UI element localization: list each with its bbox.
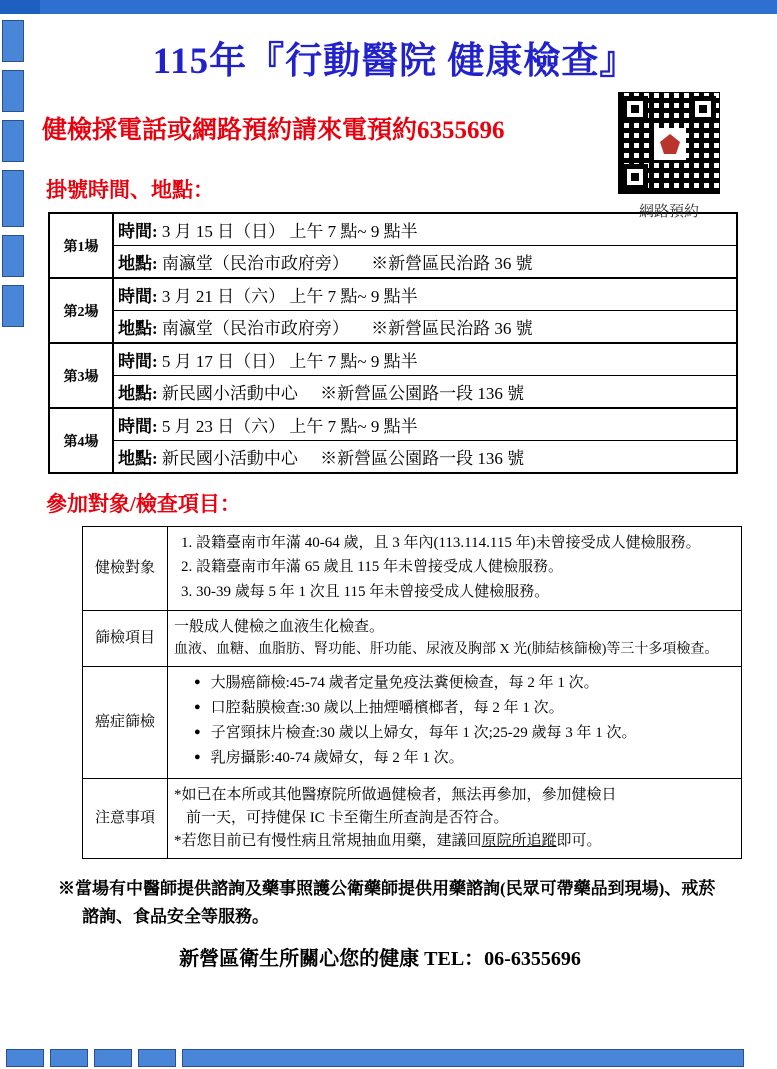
left-border-decoration — [0, 14, 26, 1045]
qr-finder-top-left — [622, 96, 648, 122]
notice-underlined-text: 原院所追蹤 — [481, 833, 557, 850]
left-block-2 — [2, 70, 24, 112]
address-value: ※新營區公園路一段 136 號 — [320, 449, 525, 468]
bottom-block-5 — [182, 1049, 744, 1067]
left-block-4 — [2, 170, 24, 227]
left-block-5 — [2, 235, 24, 277]
place-value: 南瀛堂（民治市政府旁） — [161, 254, 349, 273]
table-row — [49, 343, 737, 376]
table-row — [49, 311, 737, 344]
notice-line-2 — [174, 830, 735, 853]
notice-line-2-tail: 即可。 — [556, 833, 602, 850]
place-label: 地點: — [118, 384, 158, 403]
footer-note-line-1: ※當場有中醫師提供諮詢及藥事照護公衛藥師提供用藥諮詢(民眾可帶藥品到現場)、戒菸 — [58, 879, 716, 899]
table-row — [49, 376, 737, 409]
table-row — [83, 666, 742, 778]
time-value: 5 月 23 日（六） 上午 7 點~ 9 點半 — [161, 417, 418, 436]
address-value: ※新營區民治路 36 號 — [371, 254, 533, 273]
cancer-row-content — [168, 666, 742, 778]
place-label: 地點: — [118, 319, 158, 338]
qr-center-logo-icon — [654, 128, 686, 160]
session-place — [113, 441, 737, 474]
list-item: ● 子宮頸抹片檢查:30 歲以上婦女，每年 1 次;25-29 歲每 3 年 1 次。 — [194, 722, 735, 745]
list-item: ● 大腸癌篩檢:45-74 歲者定量免疫法糞便檢查，每 2 年 1 次。 — [194, 672, 735, 695]
table-row — [83, 610, 742, 666]
qr-finder-bottom-left — [622, 164, 648, 190]
list-item: ● 口腔黏膜檢查:30 歲以上抽煙嚼檳榔者，每 2 年 1 次。 — [194, 697, 735, 720]
time-label: 時間: — [118, 352, 158, 371]
target-row-label: 健檢對象 — [83, 527, 168, 611]
left-block-1 — [2, 20, 24, 62]
bottom-block-2 — [50, 1049, 88, 1067]
place-value: 南瀛堂（民治市政府旁） — [161, 319, 349, 338]
time-label: 時間: — [118, 222, 158, 241]
poster-content — [34, 18, 756, 971]
schedule-heading: 掛號時間、地點： — [46, 178, 214, 202]
time-value: 5 月 17 日（日） 上午 7 點~ 9 點半 — [161, 352, 418, 371]
session-label: 第4場 — [49, 408, 113, 473]
notice-row-label: 注意事項 — [83, 778, 168, 859]
list-item: 3. 30-39 歲每 5 年 1 次且 115 年未曾接受成人健檢服務。 — [196, 581, 735, 604]
reservation-subtitle: 健檢採電話或網路預約請來電預約6355696 — [42, 117, 505, 144]
notice-line-2-text: *若您目前已有慢性病且常規抽血用藥，建議回 — [174, 833, 482, 850]
notice-line-1b: 前一天，可持健保 IC 卡至衛生所查詢是否符合。 — [186, 809, 509, 826]
notice-row-content — [168, 778, 742, 859]
left-block-6 — [2, 285, 24, 327]
bottom-block-4 — [138, 1049, 176, 1067]
session-time — [113, 343, 737, 376]
footer-note-line-2: 諮詢、食品安全等服務。 — [82, 906, 269, 926]
place-label: 地點: — [118, 449, 158, 468]
address-value: ※新營區公園路一段 136 號 — [320, 384, 525, 403]
top-border-inner — [40, 0, 777, 14]
list-item: ● 乳房攝影:40-74 歲婦女，每 2 年 1 次。 — [194, 747, 735, 770]
table-row — [49, 408, 737, 441]
table-row — [83, 527, 742, 611]
time-label: 時間: — [118, 417, 158, 436]
bottom-border-decoration — [0, 1045, 777, 1069]
time-value: 3 月 15 日（日） 上午 7 點~ 9 點半 — [161, 222, 418, 241]
bottom-block-1 — [6, 1049, 44, 1067]
table-row — [83, 778, 742, 859]
cancer-row-label: 癌症篩檢 — [83, 666, 168, 778]
time-value: 3 月 21 日（六） 上午 7 點~ 9 點半 — [161, 287, 418, 306]
time-label: 時間: — [118, 287, 158, 306]
place-value: 新民國小活動中心 — [161, 384, 298, 403]
place-label: 地點: — [118, 254, 158, 273]
qr-block — [610, 92, 728, 221]
screening-line-2: 血液、血糖、血脂肪、腎功能、肝功能、尿液及胸部 X 光(肺結核篩檢)等三十多項檢查。 — [174, 642, 719, 657]
left-block-3 — [2, 120, 24, 162]
footer-note — [58, 875, 768, 929]
qr-caption: 網路預約 — [638, 204, 699, 220]
screening-row-content — [168, 610, 742, 666]
screening-line-1: 一般成人健檢之血液生化檢查。 — [174, 618, 385, 635]
detail-heading: 參加對象/檢查項目： — [46, 492, 241, 516]
list-item: 1. 設籍臺南市年滿 40-64 歲，且 3 年內(113.114.115 年)未曾接受成人健檢服務。 — [196, 532, 735, 555]
bottom-block-3 — [94, 1049, 132, 1067]
session-label: 第2場 — [49, 278, 113, 343]
screening-row-label: 篩檢項目 — [83, 610, 168, 666]
session-place — [113, 311, 737, 344]
session-place — [113, 376, 737, 409]
target-row-content — [168, 527, 742, 611]
place-value: 新民國小活動中心 — [161, 449, 298, 468]
qr-finder-top-right — [690, 96, 716, 122]
schedule-table — [48, 212, 738, 474]
list-item: 2. 設籍臺南市年滿 65 歲且 115 年未曾接受成人健檢服務。 — [196, 556, 735, 579]
table-row — [49, 278, 737, 311]
footer-contact: 新營區衛生所關心您的健康 TEL：06-6355696 — [179, 947, 581, 970]
table-row — [49, 246, 737, 279]
session-time — [113, 408, 737, 441]
session-label: 第1場 — [49, 213, 113, 278]
detail-table — [82, 526, 742, 859]
session-label: 第3場 — [49, 343, 113, 408]
qr-code-icon[interactable] — [618, 92, 720, 194]
address-value: ※新營區民治路 36 號 — [371, 319, 533, 338]
session-place — [113, 246, 737, 279]
top-border-bar — [0, 0, 777, 14]
session-time — [113, 278, 737, 311]
notice-line-1: *如已在本所或其他醫療院所做過健檢者，無法再參加，參加健檢日 — [174, 786, 617, 803]
table-row — [49, 441, 737, 474]
page-title: 115年『行動醫院 健康檢查』 — [152, 41, 638, 82]
